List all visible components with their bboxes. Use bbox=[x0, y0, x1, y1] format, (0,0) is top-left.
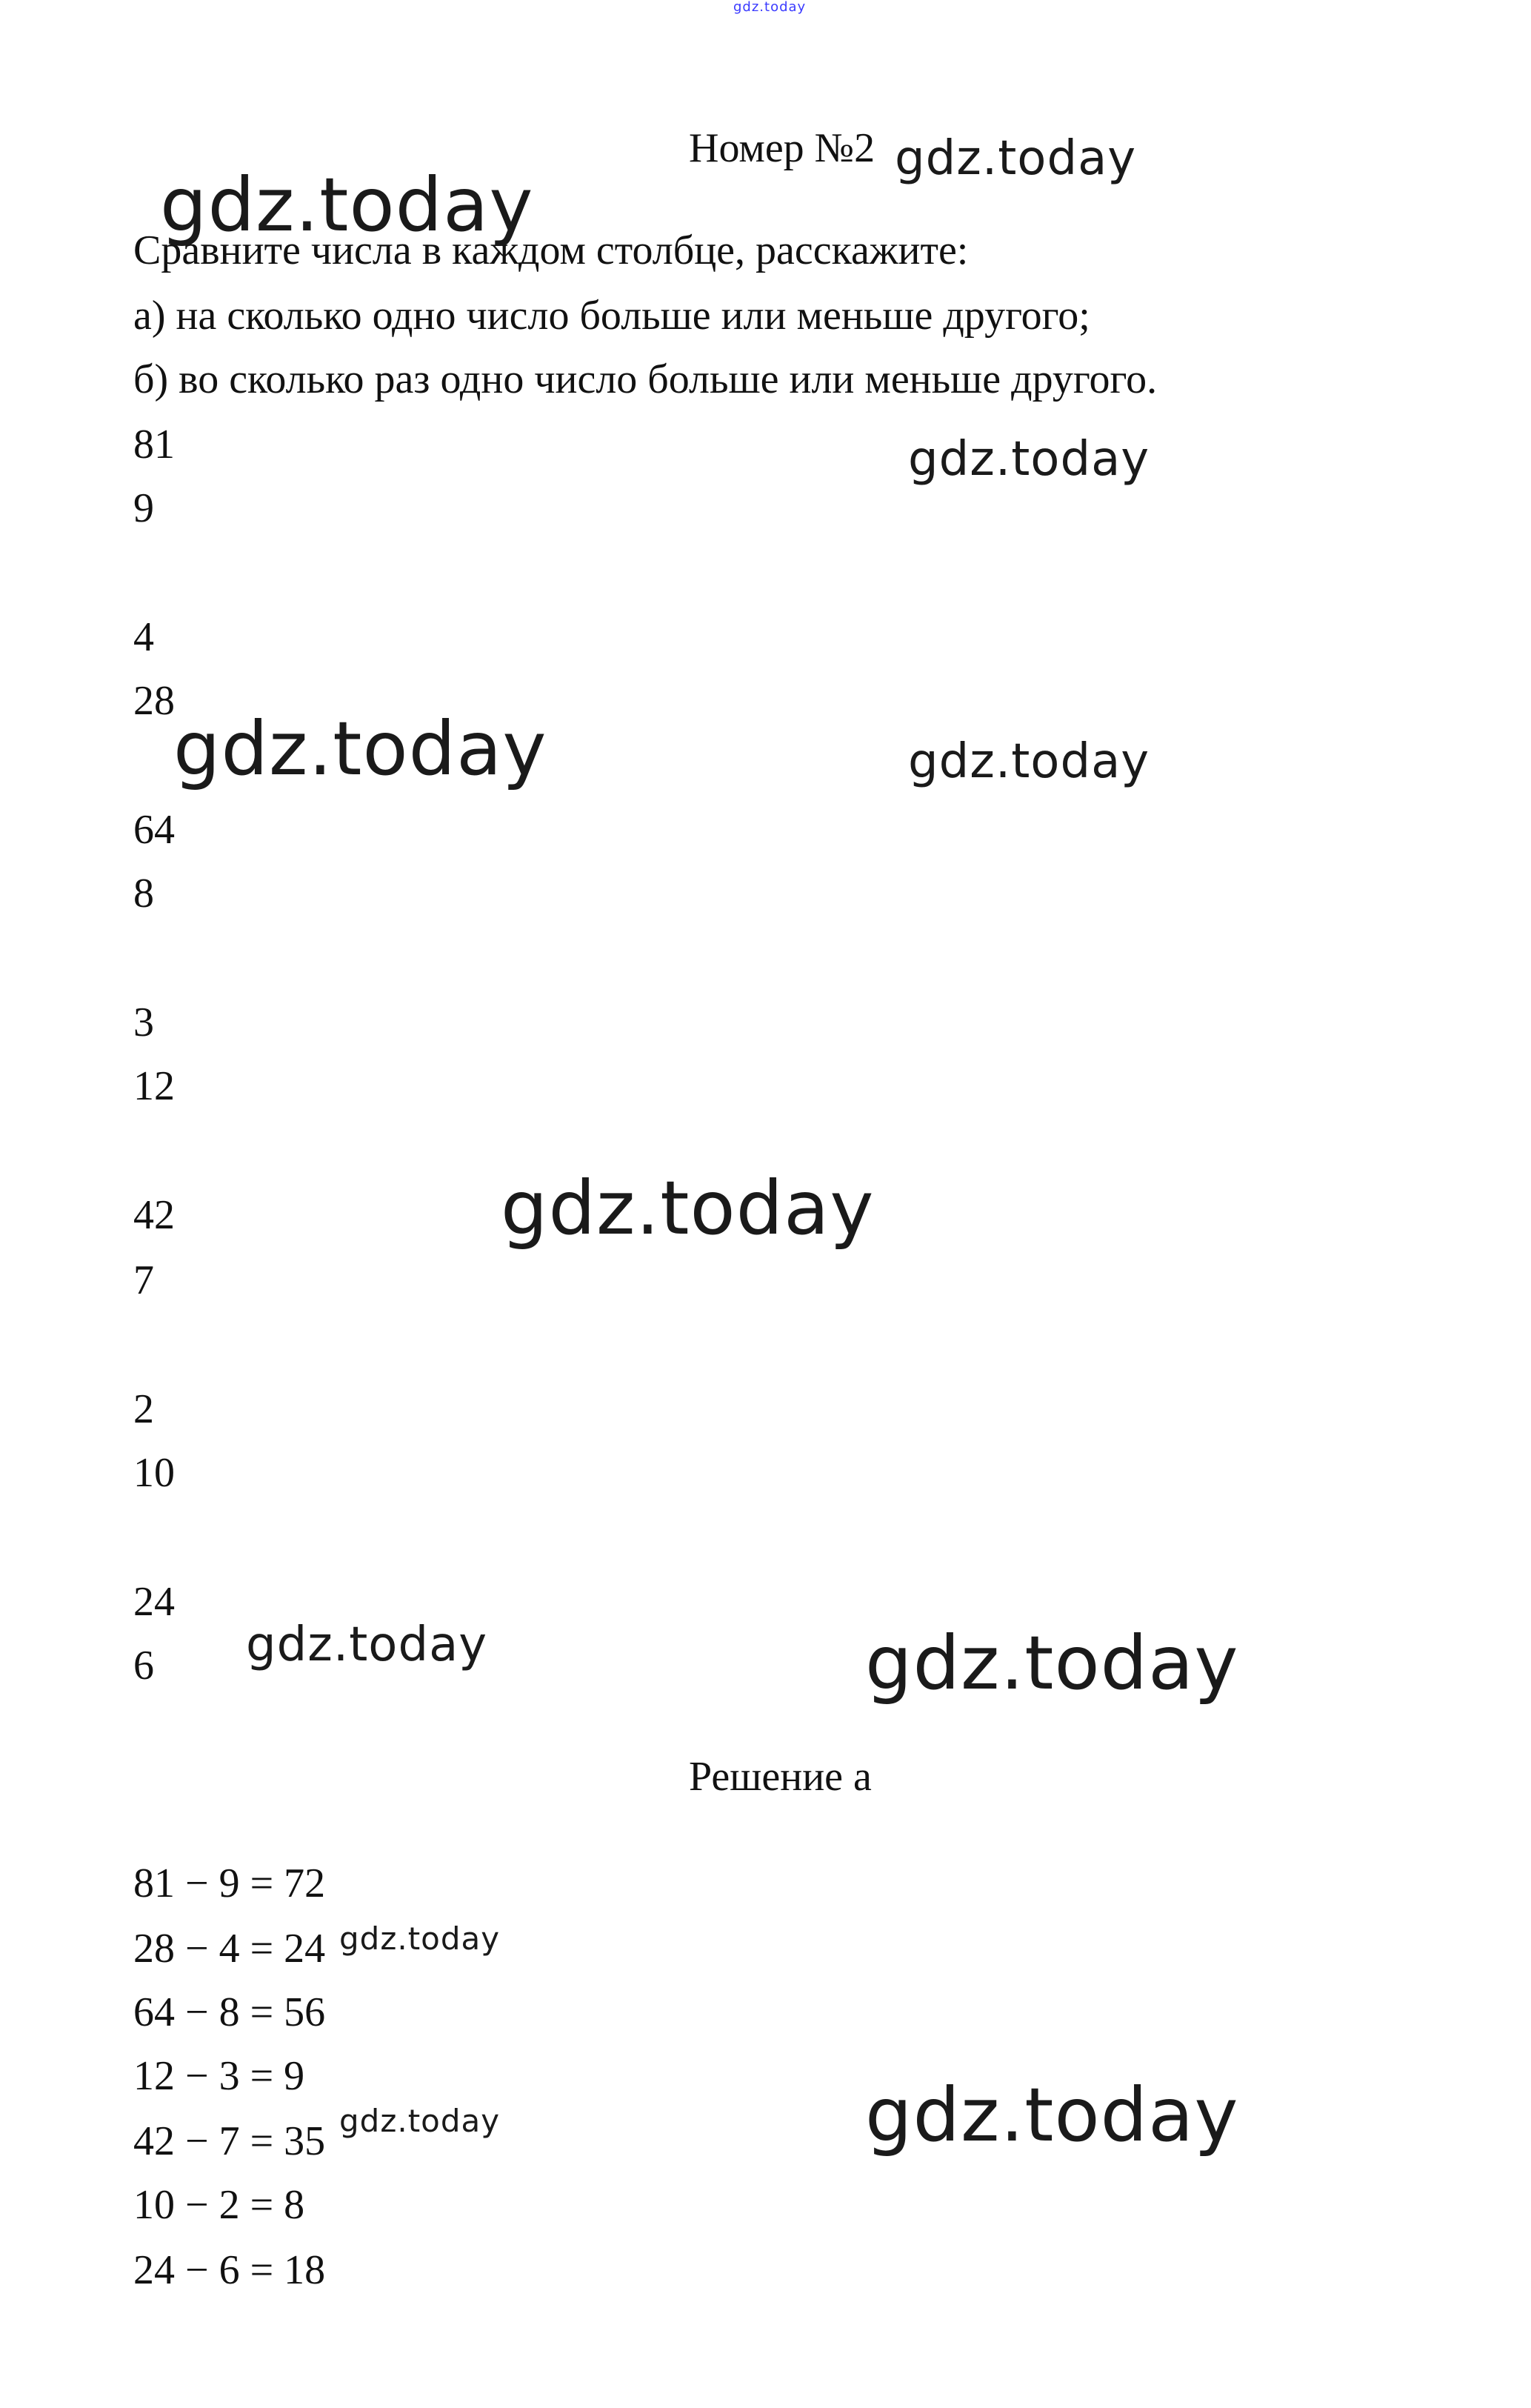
watermark: gdz.today bbox=[160, 162, 534, 248]
top-watermark: gdz.today bbox=[733, 0, 807, 15]
watermark: gdz.today bbox=[246, 1617, 488, 1672]
column-5-top: 42 bbox=[133, 1192, 175, 1238]
solution-heading: Решение а bbox=[689, 1754, 872, 1800]
solution-line-3: 64 − 8 = 56 bbox=[133, 1989, 326, 2035]
column-3-bottom: 8 bbox=[133, 871, 154, 917]
column-1-top: 81 bbox=[133, 422, 175, 468]
column-7-top: 24 bbox=[133, 1579, 175, 1625]
solution-line-6: 10 − 2 = 8 bbox=[133, 2182, 305, 2228]
solution-line-2: 28 − 4 = 24 bbox=[133, 1926, 326, 1972]
solution-line-5: 42 − 7 = 35 bbox=[133, 2118, 326, 2164]
column-3-top: 64 bbox=[133, 807, 175, 853]
watermark: gdz.today bbox=[339, 2103, 501, 2139]
column-5-bottom: 7 bbox=[133, 1257, 154, 1303]
solution-line-4: 12 − 3 = 9 bbox=[133, 2053, 305, 2099]
column-4-top: 3 bbox=[133, 1000, 154, 1045]
watermark: gdz.today bbox=[865, 2072, 1239, 2158]
task-prompt: Сравните числа в каждом столбце, расскажите: bbox=[133, 227, 969, 273]
solution-line-1: 81 − 9 = 72 bbox=[133, 1860, 326, 1906]
watermark: gdz.today bbox=[865, 1620, 1239, 1706]
watermark: gdz.today bbox=[908, 432, 1150, 487]
watermark: gdz.today bbox=[895, 131, 1137, 186]
watermark: gdz.today bbox=[339, 1920, 501, 1957]
column-2-top: 4 bbox=[133, 614, 154, 660]
column-6-top: 2 bbox=[133, 1386, 154, 1432]
watermark: gdz.today bbox=[908, 734, 1150, 789]
solution-line-7: 24 − 6 = 18 bbox=[133, 2247, 326, 2293]
task-item-a: а) на сколько одно число больше или меньше другого; bbox=[133, 293, 1090, 339]
column-1-bottom: 9 bbox=[133, 485, 154, 531]
column-4-bottom: 12 bbox=[133, 1063, 175, 1109]
watermark: gdz.today bbox=[173, 705, 547, 792]
exercise-title: Номер №2 bbox=[689, 125, 875, 171]
column-7-bottom: 6 bbox=[133, 1643, 154, 1689]
column-2-bottom: 28 bbox=[133, 678, 175, 724]
watermark: gdz.today bbox=[501, 1165, 875, 1251]
column-6-bottom: 10 bbox=[133, 1450, 175, 1496]
task-item-b: б) во сколько раз одно число больше или меньше другого. bbox=[133, 356, 1158, 402]
